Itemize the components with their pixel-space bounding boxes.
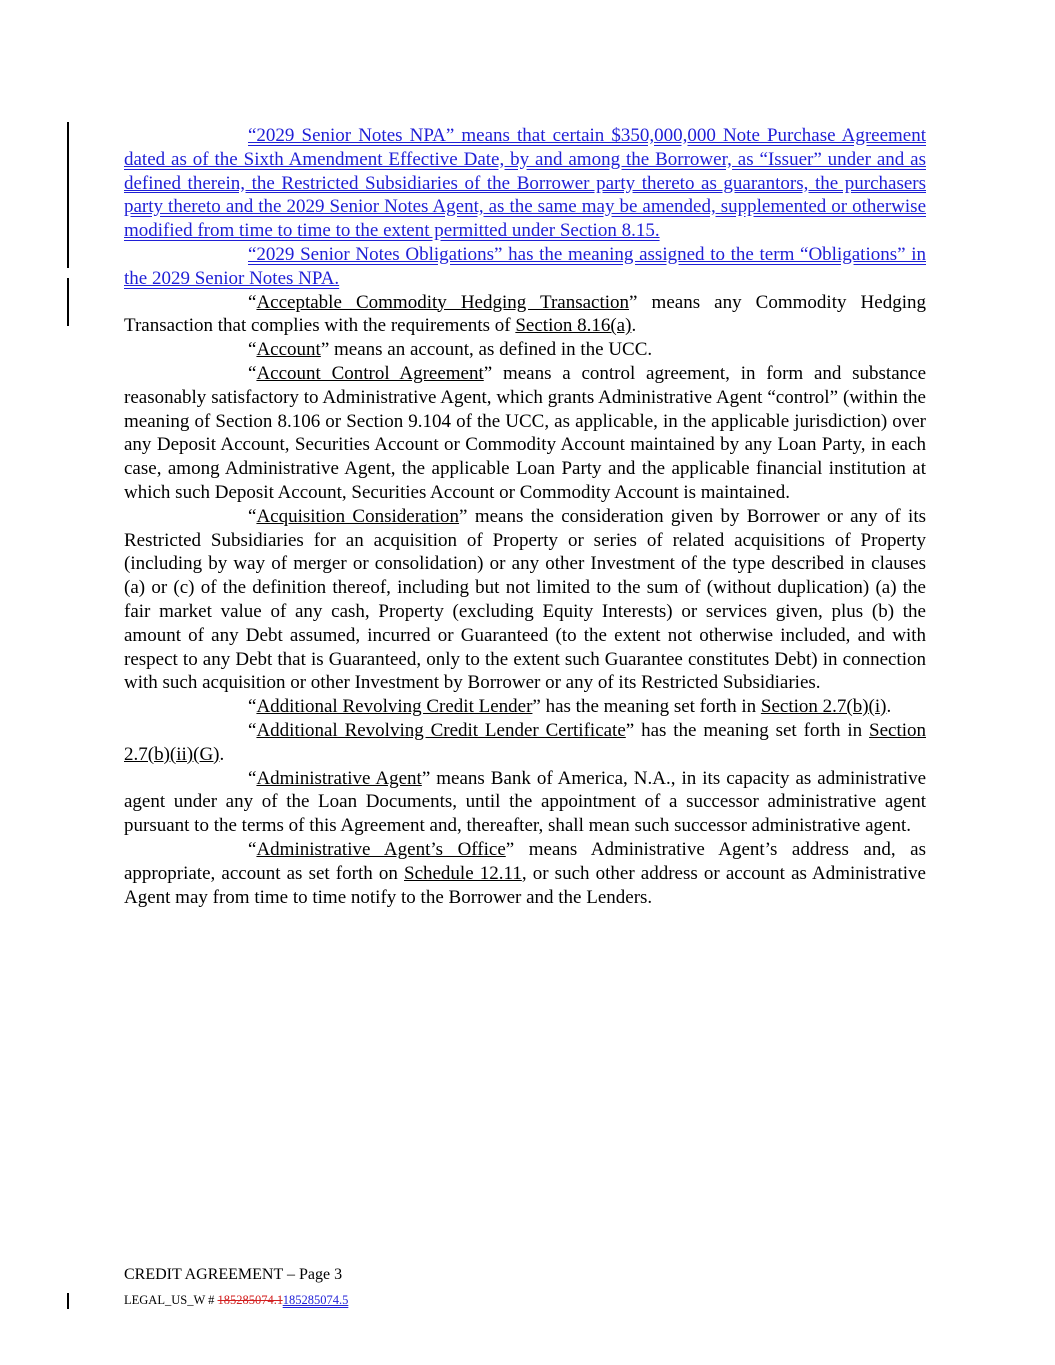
definition-2029-senior-notes-npa (124, 124, 926, 243)
definition-account-control-agreement: “Account Control Agreement” means a control agreement, in form and substance reasonably satisfactory to Administrative Agent, which grants Administrative Agent “control” (within the meaning of Section 8.106 or Section 9.104 of the UCC, as applicable, in the applicable jurisdiction) over any Deposit Account, Securities Account or Commodity Account maintained by any Loan Party, in each case, among Administrative Agent, the applicable Loan Party and the applicable financial institution at which such Deposit Account, Securities Account or Commodity Account is maintained. (124, 362, 927, 503)
definition-additional-revolving-credit-lender: “Additional Revolving Credit Lender” has the meaning set forth in Section 2.7(b)(i). (248, 696, 892, 718)
inserted-document-number: 185285074.5 (282, 1293, 349, 1307)
change-bar (67, 122, 69, 268)
defined-term: Acceptable Commodity Hedging Transaction (256, 291, 630, 313)
change-bar (67, 1293, 69, 1309)
definition-administrative-agents-office: “Administrative Agent’s Office” means Administrative Agent’s address and, as appropriate, account as set forth on Schedule 12.11, or such other address or account as Administrative Agent may from time to time notify to the Borrower and the Lenders. (124, 838, 926, 908)
defined-term: Account (256, 339, 321, 361)
section-reference: Section 8.16(a) (515, 315, 632, 337)
definition-acquisition-consideration: “Acquisition Consideration” means the consideration given by Borrower or any of its Restricted Subsidiaries for an acquisition of Property or series of related acquisitions of Property (including by way of merger or consolidation) or any other Investment of the type described in clauses (a) or (c) of the definition thereof, including but not limited to the sum of (without duplication) (a) the fair market value of any cash, Property (excluding Equity Interests) or services given, plus (b) the amount of any Debt assumed, incurred or Guaranteed (to the extent not otherwise included, and with respect to any Debt that is Guaranteed, only to the extent such Guarantee constitutes Debt) in connection with such acquisition or other Investment by Borrower or any of its Restricted Subsidiaries. (124, 505, 926, 694)
page-footer-title: CREDIT AGREEMENT – Page 3 (124, 1266, 343, 1283)
schedule-reference: Schedule 12.11 (404, 862, 522, 884)
definition-administrative-agent: “Administrative Agent” means Bank of America, N.A., in its capacity as administrative agent under any of the Loan Documents, until the appointment of a successor administrative agent pursuant to the terms of this Agreement and, thereafter, shall mean such successor administrative agent. (124, 767, 927, 837)
deleted-document-number: 185285074.1 (217, 1293, 283, 1307)
inserted-text: “2029 Senior Notes NPA” means that certain $350,000,000 Note Purchase Agreement dated as of the Sixth Amendment Effective Date, by and among the Borrower, as “Issuer” under and as defined therein, the Restricted Subsidiaries of the Borrower party thereto as guarantors, the purchasers party thereto and the 2029 Senior Notes Agent, as the same may be amended, supplemented or otherwise modified from time to time to the extent permitted under Section 8.15. (124, 125, 926, 242)
change-bar (67, 278, 69, 326)
section-reference: Section 2.7(b)(ii)(G) (124, 719, 927, 765)
defined-term: Additional Revolving Credit Lender (256, 696, 533, 718)
inserted-text: “2029 Senior Notes Obligations” has the meaning assigned to the term “Obligations” in the 2029 Senior Notes NPA. (124, 243, 926, 289)
definition-additional-revolving-credit-lender-certificate: “Additional Revolving Credit Lender Certificate” has the meaning set forth in Section 2.7(b)(ii)(G). (124, 719, 927, 765)
definition-acceptable-commodity-hedging-transaction: “Acceptable Commodity Hedging Transaction” means any Commodity Hedging Transaction that complies with the requirements of Section 8.16(a). (124, 291, 926, 337)
defined-term: Acquisition Consideration (256, 505, 460, 527)
defined-term: Account Control Agreement (256, 362, 484, 384)
definition-account: “Account” means an account, as defined in the UCC. (248, 339, 653, 361)
section-reference: Section 2.7(b)(i) (760, 696, 887, 718)
defined-term: Administrative Agent (256, 767, 422, 789)
definition-2029-senior-notes-obligations (124, 243, 926, 291)
definitions-body (124, 124, 926, 909)
defined-term: Additional Revolving Credit Lender Certificate (256, 719, 626, 741)
defined-term: Administrative Agent’s Office (256, 838, 506, 860)
document-number: LEGAL_US_W # 185285074.1185285074.5 (124, 1293, 349, 1307)
